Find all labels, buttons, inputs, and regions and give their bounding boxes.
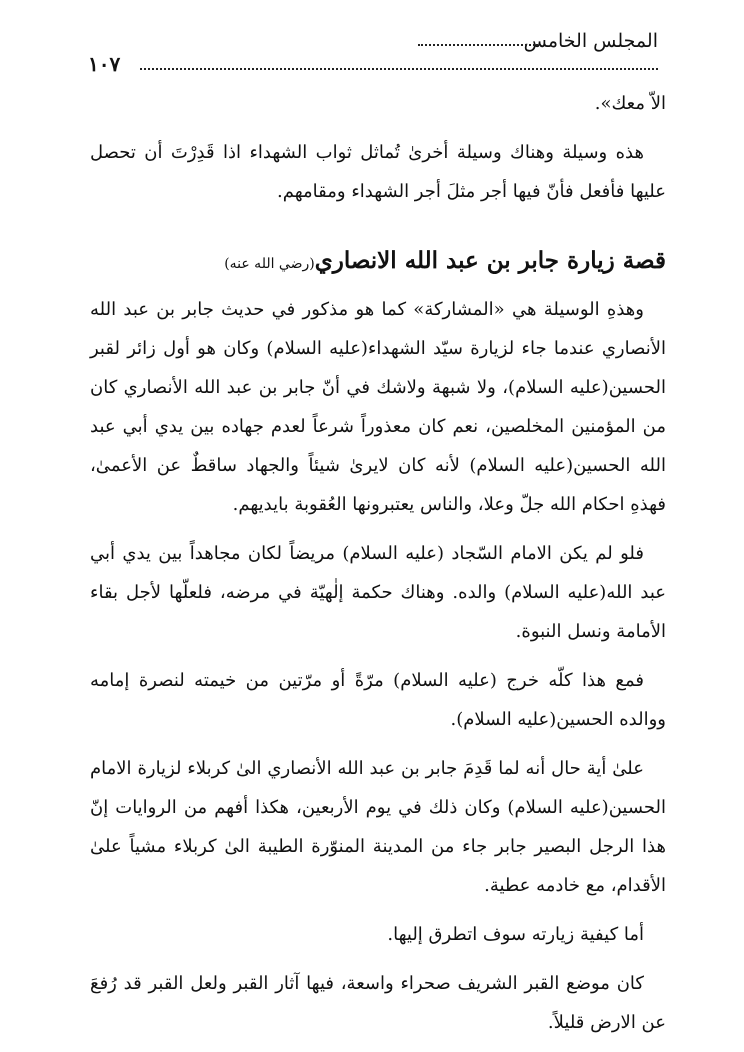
paragraph-participation: وهذهِ الوسيلة هي «المشاركة» كما هو مذكور في حديث جابر بن عبد الله الأنصاري عندما جاء لزيارة سيّد الشهداء(عليه السلام) وكان هو أول زائر لقبر الحسين(عليه السلام)، ولا شبهة ولاشك في أنّ جابر بن عبد الله الأنصاري كان من المؤمنين المخلصين، نعم كان معذوراً شرعاً لعدم جهاده بين يدي أبي عبد الله الحسين(عليه السلام) لأنه كان لايرىٰ شيئاً والجهاد ساقطٌ عن الأعمىٰ، فهذهِ احكام الله جلّ وعلا، والناس يعتبرونها العُقوبة بايديهم. bbox=[90, 299, 666, 515]
section-heading bbox=[90, 241, 666, 284]
header-dotted-rule-lower bbox=[140, 58, 658, 70]
paragraph-arrival-karbala: علىٰ أية حال أنه لما قَدِمَ جابر بن عبد الله الأنصاري الىٰ كربلاء لزيارة الامام الحسين(عليه السلام) وكان ذلك في يوم الأربعين، هكذا أفهم من الروايات إنّ هذا الرجل البصير جابر جاء من المدينة المنوّرة الطيبة الىٰ كربلاء مشياً علىٰ الأقدام، مع خادمه عطية. bbox=[90, 758, 666, 896]
running-title: المجلس الخامس bbox=[523, 30, 658, 52]
paragraph-imam-sajjad: فلو لم يكن الامام السّجاد (عليه السلام) مريضاً لكان مجاهداً بين يدي أبي عبد الله(عليه السلام) والده. وهناك حكمة إلٰهيّة في مرضه، فلعلّها لأجل بقاء الأمامة ونسل النبوة. bbox=[90, 543, 666, 642]
header-dotted-rule-upper bbox=[418, 34, 538, 46]
paragraph-grave-location: كان موضع القبر الشريف صحراء واسعة، فيها آثار القبر ولعل القبر قد رُفعَ عن الارض قليلاً. bbox=[90, 973, 666, 1033]
paragraph-went-out: فمع هذا كلّه خرج (عليه السلام) مرّةً أو مرّتين من خيمته لنصرة إمامه ووالده الحسين(عليه السلام). bbox=[90, 670, 666, 730]
page-body bbox=[90, 84, 666, 1052]
page-header bbox=[88, 28, 658, 76]
paragraph-closing-quote: الاّ معك». bbox=[594, 93, 666, 114]
page-number: ١٠٧ bbox=[88, 52, 121, 76]
paragraph-another-means: هذه وسيلة وهناك وسيلة أخرىٰ تُماثل ثواب الشهداء اذا قَدِرْتَ أن تحصل عليها فأفعل فأنّ فيها أجر مثلَ أجر الشهداء ومقامهم. bbox=[90, 142, 666, 202]
section-heading-honorific: (رضي الله عنه) bbox=[224, 256, 315, 272]
section-heading-text: قصة زيارة جابر بن عبد الله الانصاري bbox=[314, 247, 666, 274]
paragraph-manner-of-visit: أما كيفية زيارته سوف اتطرق إليها. bbox=[387, 924, 644, 945]
